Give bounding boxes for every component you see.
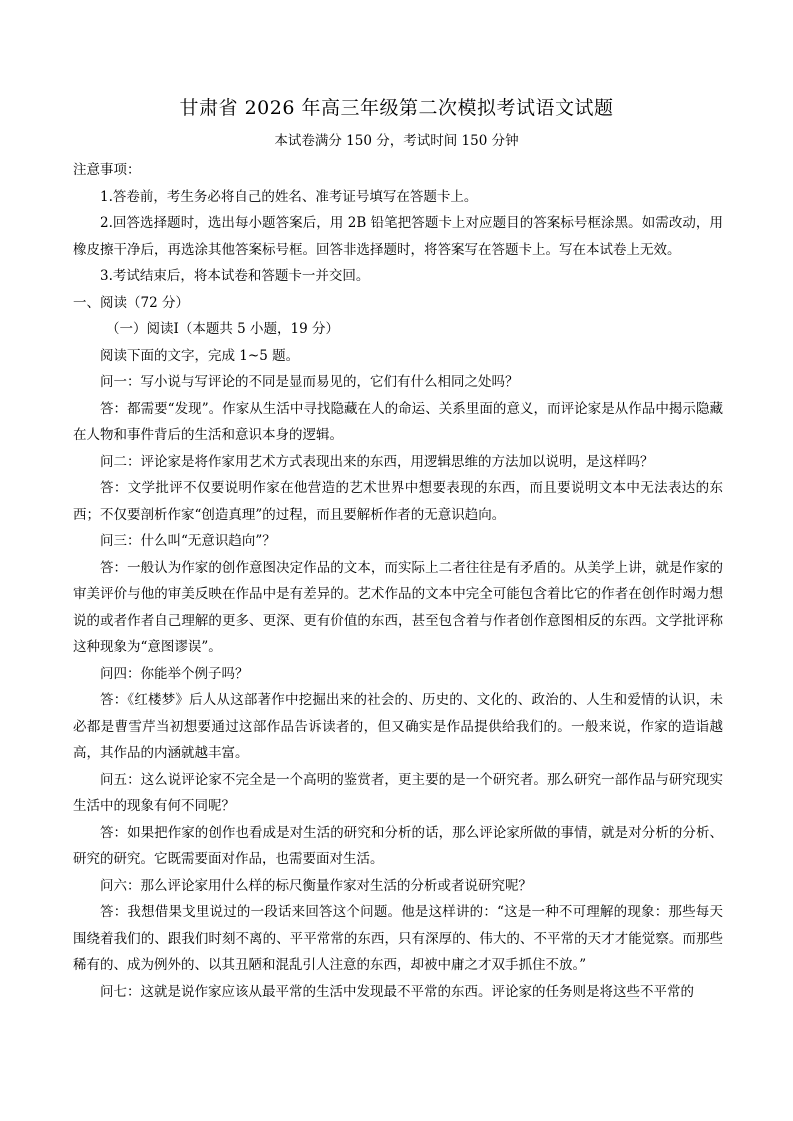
passage-paragraph: 问四：你能举个例子吗？ [100, 665, 249, 682]
section-subheading: （一）阅读Ⅰ（本题共 5 小题，19 分） [106, 321, 339, 337]
passage-paragraph: 答：都需要“发现”。作家从生活中寻找隐藏在人的命运、关系里面的意义，而评论家是从作品中揭示隐藏在人物和事件背后的生活和意识本身的逻辑。 [73, 400, 723, 443]
passage-paragraph: 问七：这就是说作家应该从最平常的生活中发现最不平常的东西。评论家的任务则是将这些不平常的 [100, 983, 694, 1000]
passage-paragraph: 问五：这么说评论家不完全是一个高明的鉴赏者，更主要的是一个研究者。那么研究一部作品与研究现实生活中的现象有何不同呢？ [73, 771, 723, 814]
section-instruction: 阅读下面的文字，完成 1~5 题。 [100, 347, 300, 364]
passage-paragraph: 答：《红楼梦》后人从这部著作中挖掘出来的社会的、历史的、文化的、政治的、人生和爱情的认识，未必都是曹雪芹当初想要通过这部作品告诉读者的，但又确实是作品提供给我们的。一般来说，作家的造诣越高，其作品的内涵就越丰富。 [73, 692, 723, 761]
exam-subtitle: 本试卷满分 150 分，考试时间 150 分钟 [274, 133, 519, 149]
notice-heading: 注意事项： [73, 162, 141, 178]
exam-title: 甘肃省 2026 年高三年级第二次模拟考试语文试题 [179, 97, 614, 119]
passage-paragraph: 答：文学批评不仅要说明作家在他营造的艺术世界中想要表现的东西，而且要说明文本中无法表达的东西；不仅要剖析作家“创造真理”的过程，而且要解析作者的无意识趋向。 [73, 480, 723, 523]
notice-item: 2.回答选择题时，选出每小题答案后，用 2B 铅笔把答题卡上对应题目的答案标号框涂黑。如需改动，用橡皮擦干净后，再选涂其他答案标号框。回答非选择题时，将答案写在答题卡上。写在本试卷上无效。 [73, 215, 723, 258]
passage-paragraph: 问一：写小说与写评论的不同是显而易见的，它们有什么相同之处吗？ [100, 374, 519, 390]
passage-paragraph: 问二：评论家是将作家用艺术方式表现出来的东西，用逻辑思维的方法加以说明，是这样吗？ [100, 453, 654, 470]
passage-paragraph: 问三：什么叫“无意识趋向”？ [100, 533, 276, 549]
notice-item: 1.答卷前，考生务必将自己的姓名、准考证号填写在答题卡上。 [100, 188, 478, 205]
section-heading: 一、阅读（72 分） [73, 294, 189, 311]
exam-body [73, 157, 723, 1005]
passage-paragraph: 问六：那么评论家用什么样的标尺衡量作家对生活的分析或者说研究呢？ [100, 877, 532, 894]
notice-item: 3.考试结束后，将本试卷和答题卡一并交回。 [100, 268, 370, 284]
passage-paragraph: 答：一般认为作家的创作意图决定作品的文本，而实际上二者往往是有矛盾的。从美学上讲，就是作家的审美评价与他的审美反映在作品中是有差异的。艺术作品的文本中完全可能包含着比它的作者在创作时竭力想说的或者作者自己理解的更多、更深、更有价值的东西，甚至包含着与作者创作意图相反的东西。文学批评称这种现象为“意图谬误”。 [73, 559, 723, 655]
passage-paragraph: 答：如果把作家的创作也看成是对生活的研究和分析的话，那么评论家所做的事情，就是对分析的分析、研究的研究。它既需要面对作品，也需要面对生活。 [73, 824, 723, 867]
passage-paragraph: 答：我想借果戈里说过的一段话来回答这个问题。他是这样讲的：“这是一种不可理解的现象：那些每天围绕着我们的、跟我们时刻不离的、平平常常的东西，只有深厚的、伟大的、不平常的天才才能觉察。而那些稀有的、成为例外的、以其丑陋和混乱引人注意的东西，却被中庸之才双手抓住不放。” [73, 904, 723, 973]
